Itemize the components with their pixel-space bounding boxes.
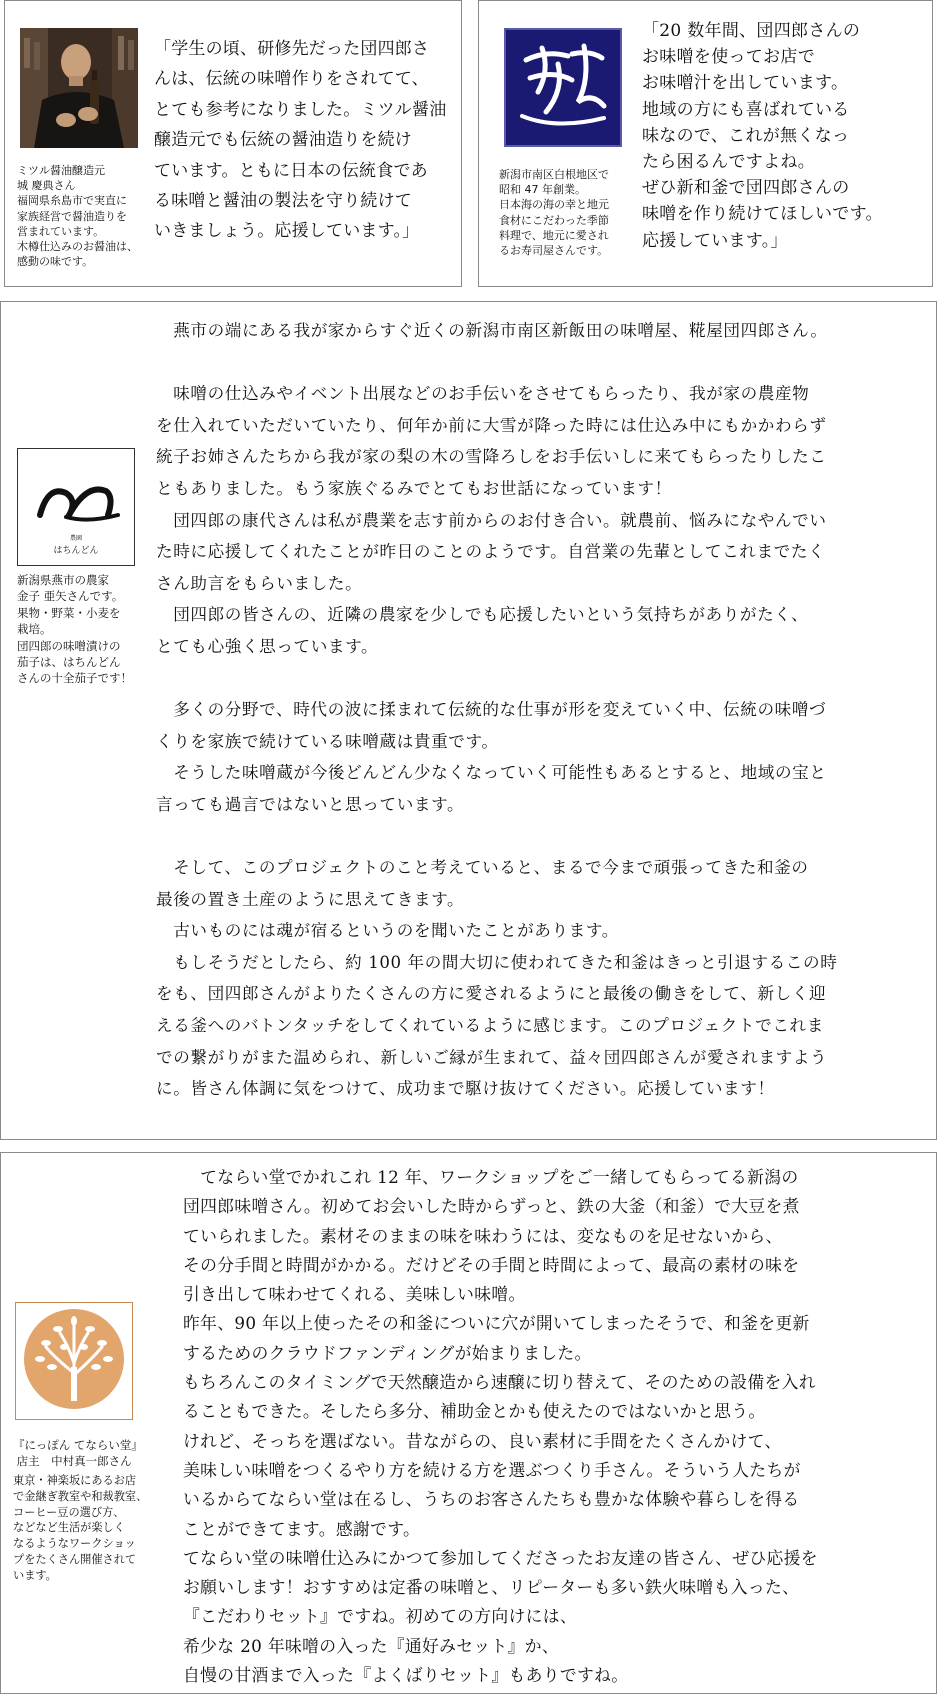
- logo-text: 寿々さ: [506, 30, 509, 31]
- card4-caption-title: 『にっぽん てならい堂』 店主 中村真一郎さん: [13, 1438, 143, 1468]
- sushi-logo: [504, 28, 622, 147]
- card4-caption: 東京・神楽坂にあるお店 で金継ぎ教室や和裁教室、 コーヒー豆の選び方、 などなど生活が楽しく なるようなワークショッ プをたくさん開催されて います。: [13, 1474, 148, 1582]
- tenaraido-logo: [15, 1302, 133, 1420]
- card2-quote: 「20 数年間、団四郎さんの お味噌を使ってお店で お味噌汁を出しています。 地域の方にも喜ばれている 味なので、これが無くなっ たら困るんですよね。 ぜひ新和釜で団四郎さんの 味噌を作り続けてほしいです。 応援しています。」: [642, 21, 883, 251]
- card-hachindon-farm: [0, 301, 937, 1140]
- card-tenaraido: [0, 1152, 937, 1694]
- card-sushi-restaurant: [478, 0, 933, 287]
- card3-body: 燕市の端にある我が家からすぐ近くの新潟市南区新飯田の味噌屋、糀屋団四郎さん。 味噌の仕込みやイベント出展などのお手伝いをさせてもらったり、我が家の農産物 を仕入れていただいていたり、何年か前に大雪が降った時には仕込み中にもかかわらず 統子お姉さんたちから我が家の梨の木の雪降ろしをお手伝いしに来てもらったりしたこ ともありました。もう家族ぐるみでとてもお世話になっています！ 団四郎の康代さんは私が農業を志す前からのお付き合い。就農前、悩みになやんでい た時に応援してくれたことが昨日のことのようです。自営業の先輩としてこれまでたく さん助言をもらいました。 団四郎の皆さんの、近隣の農家を少しでも応援したいという気持ちがありがたく、 とても心強く思っています。 多くの分野で、時代の波に揉まれて伝統的な仕事が形を変えていく中、伝統の味噌づ くりを家族で続けている味噌蔵は貴重です。 そうした味噌蔵が今後どんどん少なくなっていく可能性もあるとすると、地域の宝と 言っても過言ではないと思っています。 そして、このプロジェクトのこと考えていると、まるで今まで頑張ってきた和釜の 最後の置き土産のように思えてきます。 古いものには魂が宿るというのを聞いたことがあります。 もしそうだとしたら、約 100 年の間大切に使われてきた和釜はきっと引退するこの時 をも、団四郎さんがよりたくさんの方に愛されるようにと最後の働きをして、新しく迎 える釜へのバトンタッチをしてくれているように感じます。このプロジェクトでこれま での繋がりがまた温められ、新しいご縁が生まれて、益々団四郎さんが愛されますよう に。皆さん体調に気をつけて、成功まで駆け抜けてください。応援しています！: [156, 321, 838, 1099]
- logo-name: はちんどん: [53, 546, 99, 556]
- tree-logo-icon: [16, 1303, 132, 1419]
- card-mitsuru-shoyu: [4, 0, 462, 287]
- card2-caption: 新潟市南区白根地区で 昭和 47 年創業。 日本海の海の幸と地元 食材にこだわった季節 料理で、地元に愛され るお寿司屋さんです。: [499, 168, 609, 258]
- card3-caption: 新潟県燕市の農家 金子 亜矢さんです。 果物・野菜・小麦を 栽培。 団四郎の味噌漬けの 茄子は、はちんどん さんの十全茄子です！: [17, 573, 132, 686]
- logo-small-label: 農園: [69, 535, 82, 542]
- calligraphy-logo-icon: [506, 30, 620, 145]
- brush-stroke-logo-icon: [18, 457, 134, 537]
- farm-logo: [17, 448, 135, 566]
- card1-caption: ミツル醤油醸造元 城 慶典さん 福岡県糸島市で実直に 家族経営で醤油造りを 営まれています。 木樽仕込みのお醤油は、 感動の味です。: [17, 164, 138, 269]
- card4-body: てならい堂でかれこれ 12 年、ワークショップをご一緒してもらってる新潟の 団四郎味噌さん。初めてお会いした時からずっと、鉄の大釜（和釜）で大豆を煮 ていられました。素材そのままの味を味わうには、変なものを足せないから、 その分手間と時間がかかる。だけどその手間と時間によって、最高の素材の味を 引き出して味わせてくれる、美味しい味噌。 昨年、90 年以上使ったその和釜についに穴が開いてしまったそうで、和釜を更新 するためのクラウドファンディングが始まりました。 もちろんこのタイミングで天然醸造から速醸に切り替えて、そのための設備を入れ ることもできた。そしたら多分、補助金とかも使えたのではないかと思う。 けれど、そっちを選ばない。昔ながらの、良い素材に手間をたくさんかけて、 美味しい味噌をつくるやり方を続ける方を選ぶつくり手さん。そういう人たちが いるからてならい堂は在るし、うちのお客さんたちも豊かな体験や暮らしを得る ことができてます。感謝です。 てならい堂の味噌仕込みにかつて参加してくださったお友達の皆さん、ぜひ応援を お願いします！おすすめは定番の味噌と、リピーターも多い鉄火味噌も入った、 『こだわりセット』ですね。初めての方向けには、 希少な 20 年味噌の入った『通好みセット』か、 自慢の甘酒まで入った『よくばりセット』もありですね。: [183, 1167, 818, 1686]
- portrait-photo: [20, 28, 138, 148]
- person-holding-bottle-image: [20, 28, 138, 148]
- card1-quote: 「学生の頃、研修先だった団四郎さ んは、伝統の味噌作りをされてて、 とても参考になりました。ミツル醤油 醸造元でも伝統の醤油造りを続け ています。ともに日本の伝統食であ る味噌と醤油の製法を守り続けて いきましょう。応援しています。」: [154, 39, 447, 242]
